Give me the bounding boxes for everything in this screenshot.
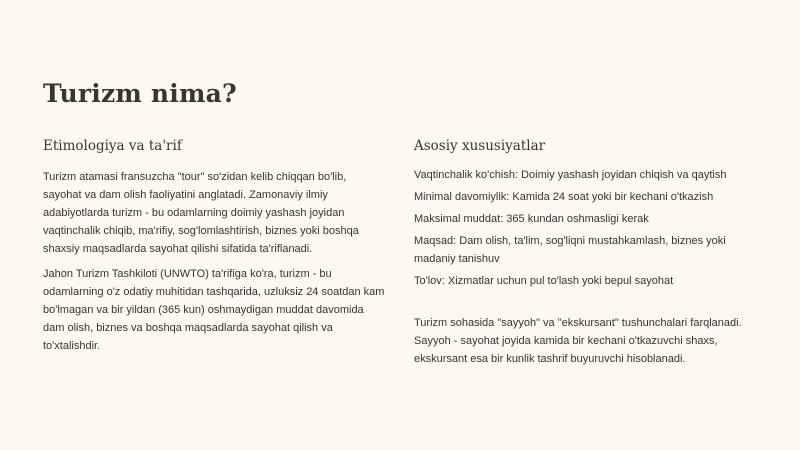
feature-purpose: Maqsad: Dam olish, ta'lim, sog'liqni mustahkamlash, biznes yoki madaniy tanishuv — [414, 235, 726, 265]
feature-maximum-duration: Maksimal muddat: 365 kundan oshmasligi kerak — [414, 213, 649, 225]
feature-minimum-duration: Minimal davomiylik: Kamida 24 soat yoki bir kechani o'tkazish — [414, 191, 714, 203]
key-features-list — [414, 166, 764, 294]
feature-payment: To'lov: Xizmatlar uchun pul to'lash yoki bepul sayohat — [414, 275, 674, 287]
slide-title: Turizm nima? — [43, 79, 237, 108]
key-features-heading: Asosiy xususiyatlar — [414, 138, 546, 154]
etymology-heading: Etimologiya va ta'rif — [43, 138, 182, 154]
unwto-definition-paragraph: Jahon Turizm Tashkiloti (UNWTO) ta'rifiga ko'ra, turizm - bu odamlarning o'z odatiy muhitidan tashqarida, uzluksiz 24 soatdan kam bo'lmagan va bir yildan (365 kun) oshmaydigan muddat davomida dam olish, biznes va boshqa maqsadlarda sayohat qilish va to'xtalishdir. — [43, 268, 385, 352]
tourist-vs-excursionist-note: Turizm sohasida "sayyoh" va "ekskursant" tushunchalari farqlanadi. Sayyoh - sayohat joyida kamida bir kechani o'tkazuvchi shaxs, ekskursant esa bir kunlik tashrif buyuruvchi hisoblanadi. — [414, 317, 742, 365]
etymology-paragraph: Turizm atamasi fransuzcha "tour" so'zidan kelib chiqqan bo'lib, sayohat va dam olish faoliyatini anglatadi. Zamonaviy ilmiy adabiyotlarda turizm - bu odamlarning doimiy yashash joyidan vaqtinchalik chiqib, ma'rifiy, sog'lomlashtirish, biznes yoki boshqa shaxsiy maqsadlarda sayohat qilishi sifatida ta'riflanadi. — [43, 171, 359, 255]
feature-temporary-movement: Vaqtinchalik ko'chish: Doimiy yashash joyidan chiqish va qaytish — [414, 169, 727, 181]
